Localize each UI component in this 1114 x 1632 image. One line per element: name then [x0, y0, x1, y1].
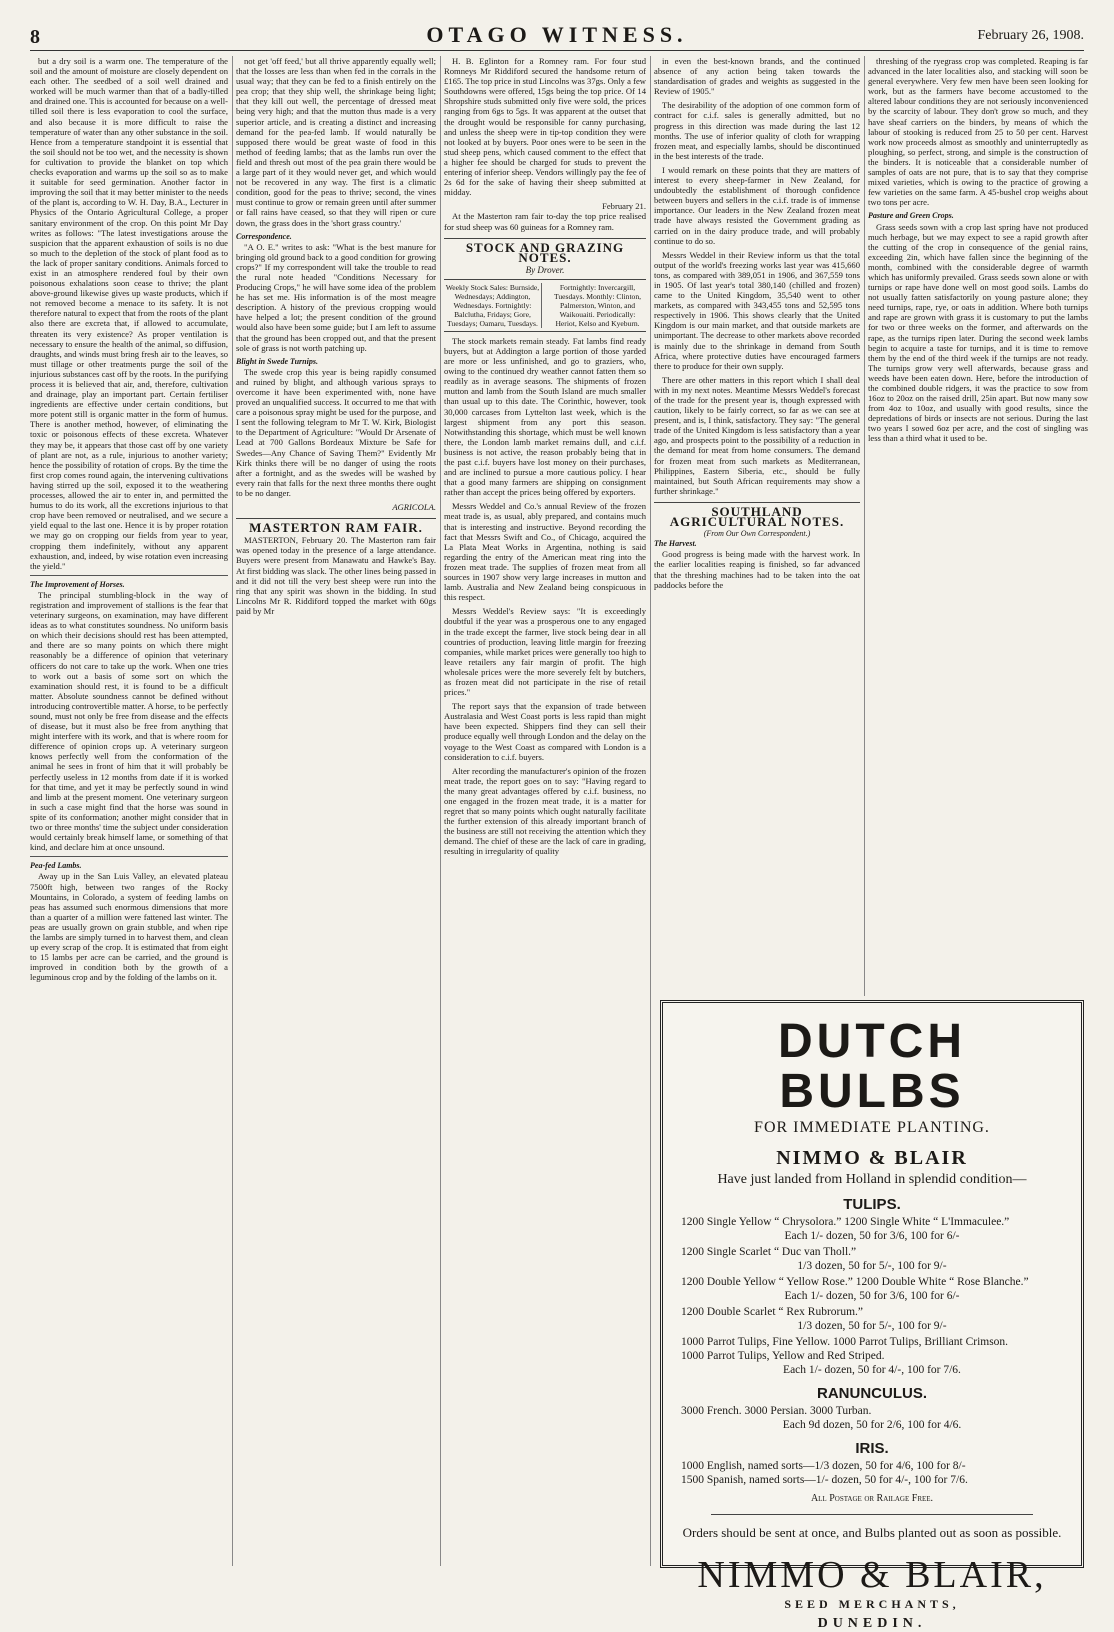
ad-subtitle: FOR IMMEDIATE PLANTING. [754, 1119, 990, 1136]
article-paragraph: The principal stumbling-block in the way of registration and improvement of stallions is the fear that veterinary surgeons, on examination, may have different ideas as to what constitutes soundness. No uniform basis on which their decisions should rest has been attempted, and there are so many points on which there might reasonably be a difference of opinion that veterinary officers do not care to take up the work. When one tries to work out a basis of some sort on which the examination should rest, it is found to be a difficult matter. Absolute soundness cannot be defined without introducing controvertible matter. A horse, to be perfectly sound, must not only be free from disease and the effects of disease, but it must also be free from anything that might interfere with its work, and that is where room for difference of opinion crops up. A veterinary surgeon knows perfectly well from the conformation of the animal he sees in front of him that it will probably be perfectly useless in 12 months from date if it is worked for that time, and yet it may be perfectly sound in wind and limb at the present moment. One veterinary surgeon in such a case might find that the horse was sound in spite of its conformation; another might consider that in two or three months' time the subject under consideration would certainly break himself lame, or something of that kind, and declare him at once unsound. [30, 589, 228, 853]
ad-item-name: 1000 Parrot Tulips, Yellow and Red Striped. [681, 1350, 885, 1362]
article-paragraph: The stock markets remain steady. Fat lambs find ready buyers, but at Addington a large portion of those yarded are more or less unfinished, and go to graziers, who, owing to the continued dry weather cannot fatten them so readily as in average seasons. The shipments of frozen mutton and lamb from the South Island are much smaller than usual up to this date. The Corinthic, however, took 30,000 carcases from Lyttelton last week, which is the largest shipment from any port this season. Notwithstanding this shortage, which must be well known there, the London lamb market remains dull, and c.i.f. business is not active, the reason probably being that in the past c.i.f. buyers have lost money on their purchases, and are inclined to pursue a more cautious policy. I hear that a good many farmers are shipping on consignment rather than accept the prices being offered by exporters. [444, 335, 646, 498]
ad-section-heading: IRIS. [855, 1440, 889, 1457]
ad-item-name: 1000 English, named sorts—1/3 dozen, 50 for 4/6, 100 for 8/- [681, 1460, 966, 1472]
article-paragraph: but a dry soil is a warm one. The temperature of the soil and the amount of moisture are closely dependent on each other. The seedbed of a soil well drained and worked will be much warmer than that of a badly-tilled and drained one. This is accounted for because on a well-tilled soil there is less evaporation to cool the surface, and also because it is more difficult to raise the temperature of water than any other substance in the soil. Hence from a temperature standpoint it is essential that the soil should not be too wet, and the necessity is shown for cultivation to provide the blanket on top which checks evaporation and warms up the soil so as to make it suitable for seed germination. Another factor in improving the soil that it may better minister to the needs of the plant is, according to W. H. Day, B.A., Lecturer in Physics of the Ontario Agricultural College, a proper sanitary environment of the crop. On this point Mr Day writes as follows: "The latest investigations arouse the suspicion that the apparent exhaustion of soils is no due so much to the depletion of the stock of plant food as to the lack of proper sanitary conditions. Animals forced to exist in an atmosphere rendered foul by their own poisonous exhalations soon cease to thrive; the plant above-ground likewise gives up waste products, which if not removed become a menace to its safety. It is not therefore natural to expect that from the roots of the plant also there are excreta that, if allowed to accumulate, threaten its very existence? As proper ventilation is necessary to ensure the health of the animal, so diffusion, draughts, and winds must bring fresh air to the leaves, so must tillage or other treatments purge the soil of the injurious substances cast off by the roots. In the purifying process it is believed that air, and, therefore, cultivation and drainage, play an important part. Certain fertiliser ingredients are effective under certain conditions, but more potent still is organic matter in the form of humus. There is another method, however, of eliminating the toxic or poisonous effects of these excreta. Whatever they may be, it appears that those cast off by one variety of plant are not, as a rule, injurious to another variety; hence the possibility of rotation of crops. By the time the first crop comes round again, the intervening cultivations having stirred up the soil, exposed it to the weathering processes, allowed the air to enter in, and permitted the humus to do its work, all the excretions injurious to that crop have been removed or neutralised, and we secure a yield equal to the last one. Hence it is by proper rotation we may go on cropping our fields from year to year, cropping them indefinitely, without any apparent exhaustion, and, indeed, by wise rotation even increasing the yield." [30, 56, 228, 571]
side-heading: The Harvest. [654, 539, 697, 549]
ad-item-name: 3000 French. 3000 Persian. 3000 Turban. [681, 1405, 872, 1417]
byline: By Drover. [525, 264, 565, 275]
column-divider [440, 56, 441, 1566]
column-divider [650, 56, 651, 1566]
ad-item-price: Each 9d dozen, 50 for 2/6, 100 for 4/6. [782, 1419, 962, 1431]
ad-item-name: 1200 Double Scarlet “ Rex Rubrorum.” [681, 1306, 864, 1318]
article-paragraph: Messrs Weddel in their Review inform us that the total output of the world's freezing works last year was 415,660 tons, as compared with 389,051 in 1906, and 367,559 tons in 1905. Of last year's total 380,140 (chilled and frozen) came to the United Kingdom, 35,540 went to other markets, as compared with 343,455 tons and 52,595 tons respectively in 1906. This shows clearly that the United Kingdom is our main market, and that outside markets are unimportant. The decrease to other markets above recorded is mainly due to the shrinkage in demand from South Africa, where protective duties have encouraged farmers there to produce for their own supply. [654, 249, 860, 371]
ad-item-price: 1/3 dozen, 50 for 5/-, 100 for 9/- [797, 1320, 947, 1332]
ad-divider [711, 1514, 1033, 1515]
ad-firm-name: NIMMO & BLAIR [776, 1147, 968, 1169]
ad-title: DUTCH BULBS [778, 1015, 966, 1118]
ad-section-heading: RANUNCULUS. [817, 1385, 927, 1402]
ad-orders-note: Orders should be sent at once, and Bulbs planted out as soon as possible. [682, 1525, 1062, 1540]
ad-item-price: Each 1/- dozen, 50 for 4/-, 100 for 7/6. [783, 1364, 961, 1376]
ad-signature: NIMMO & BLAIR, [697, 1554, 1047, 1596]
signoff: AGRICOLA. [392, 502, 436, 513]
column-3 [444, 56, 646, 1566]
column-divider [232, 56, 233, 1566]
column-5 [868, 56, 1088, 996]
article-paragraph: Grass seeds sown with a crop last spring have not produced much herbage, but we may expect to see a rapid growth after the cutting of the crop in consequence of the genial rains, exceeding 2in, which have fallen since the beginning of the month, combined with the considerable degree of warmth which has uniformly prevailed. Grass seeds sown alone or with turnips or rape have done well on most good soils. Lambs do not usually fatten satisfactorily on young pasture alone; they need turnips, rape, rye, or oats in addition. Where both turnips and rape are grown with grass it is customary to put the lambs for two or three weeks on the former, and afterwards on the rape, as the turnips ripen later. During the second week lambs begin to acquire a taste for turnips, and it is time to remove them by the end of the third week if the turnips are not ready. The turnips grow very well afterwards, because grass and weeds have been eaten down. Here, before the introduction of the combined double ridgers, it was the practice to sow from 16oz to 20oz on the raised drill, 25in apart. But now many sow from 4oz to 10oz, and usually with good results, since the depredations of birds or insects are not serious. During the last two years I sowed 6oz per acre, and the cost of singling was less than a third what it used to be. [868, 221, 1088, 444]
ad-intro: Have just landed from Holland in splendid condition— [717, 1172, 1027, 1187]
side-heading: Blight in Swede Turnips. [236, 356, 318, 366]
article-paragraph: Good progress is being made with the harvest work. In the earlier localities reaping is finished, so far advanced that the threshing machines had to be taken into the oat paddocks before the [654, 549, 860, 590]
stock-sales-table [444, 279, 646, 332]
ad-item [681, 1275, 1063, 1303]
ad-section-heading: TULIPS. [843, 1196, 901, 1213]
article-paragraph: H. B. Eglinton for a Romney ram. For four stud Romneys Mr Riddiford secured the handsome return of £165. The top price in stud Lincolns was 37gs. Only a few Southdowns were offered, 15gs being the top price. Of 14 Shropshire studs submitted only five were sold, the prices ranging from 6gs to 5gs. It was apparent at the outset that the drought would be responsible for canny purchasing, and unless the sheep were in tip-top condition they were not looked at by buyers. Poor ones were to be seen in the stud sheep pens, which caused comment to the effect that a higher fee should be charged for studs to prevent the entering of inferior sheep. Vendors willingly pay the fee of 2s 6d for the sake of having their sheep submitted at midday. [444, 56, 646, 198]
section-heading: SOUTHLAND AGRICULTURAL NOTES. [654, 502, 860, 527]
article-paragraph: Messrs Weddel's Review says: "It is exceedingly doubtful if the year was a prosperous one to any engaged in the trade except the farmer, live stock being dear in all countries of production, leaving little margin for freezing companies, while market prices were generally too high to leave retailers any fair margin of profit. The high wholesale prices were the more severely felt by butchers, as frozen meat did not participate in the rise of retail prices." [444, 606, 646, 698]
article-paragraph: Messrs Weddel and Co.'s annual Review of the frozen meat trade is, as usual, ably prepared, and contains much that is interesting and instructive. Beyond recording the fact that Messrs Swift and Co., of Chicago, acquired the La Plata Meat Works in Argentina, nothing is said regarding the entry of the American meat ring into the frozen meat trade. The supplies of frozen meat from all sources in 1907 show very large increases in mutton and lamb. Australia and New Zealand being conspicuous in this respect. [444, 501, 646, 603]
column-divider [864, 56, 865, 996]
side-heading: Correspondence. [236, 231, 292, 241]
stock-sales-left: Weekly Stock Sales: Burnside, Wednesdays; Addington, Wednesdays. Fortnightly: Balclutha, Fridays; Gore, Tuesdays; Oamaru, Tuesdays. [444, 283, 542, 328]
article-paragraph: Away up in the San Luis Valley, an elevated plateau 7500ft high, between two ranges of the Rocky Mountains, in Colorado, a system of feeding lambs on peas has assumed such enormous dimensions that more than a quarter of a million were fattened last winter. The peas are usually grown on grain stubble, and when ripe the lambs are simply turned in to harvest them, and clean up every scrap of the crop. It is estimated that from eight to 15 lambs per acre can be carried, and the ground is improved in condition both by the growth of a leguminous crop and by the folding of the lambs on it. [30, 871, 228, 983]
article-paragraph: MASTERTON, February 20. The Masterton ram fair was opened today in the presence of a large attendance. Buyers were present from Manawatu and Hawke's Bay. At first bidding was slack. The other lines being passed in and it did not till the very best sheep were run into the ring that any spirit was shown in the bidding. In stud Lincolns Mr R. Riddiford topped the market with 60gs paid by Mr [236, 535, 436, 616]
side-heading: Pasture and Green Crops. [868, 211, 954, 221]
ad-item-price: Each 1/- dozen, 50 for 3/6, 100 for 6/- [784, 1290, 960, 1302]
article-paragraph: There are other matters in this report which I shall deal with in my next notes. Meantime Messrs Weddel's forecast of the trade for the present year is, though expressed with caution, likely to be fairly correct, so far as we can see at present, and is, I think, satisfactory. They say: "The general trade of the United Kingdom is less satisfactory than a year ago, and prospects point to the possibility of a reduction in the demand for meat from home consumers. The demand for frozen meat from such markets as Mediterranean, Philippines, Eastern Siberia, etc., should be fully maintained, but South African requirements may show a further shrinkage." [654, 374, 860, 496]
article-paragraph: The desirability of the adoption of one common form of contract for c.i.f. sales is generally admitted, but no progress in this direction was made during the last 12 months. The use of inferior quality of cloth for wrapping frozen meat, and especially lambs, should be discontinued in the best interests of the trade. [654, 100, 860, 161]
masthead [30, 22, 1084, 51]
article-paragraph: threshing of the ryegrass crop was completed. Reaping is far advanced in the later localities also, and stacking will soon be general everywhere. Very few men have been seen looking for work, but as the farmers have become accustomed to the altered labour conditions they are not seriously inconvenienced by the scarcity of labour. They don't grow so much, and they have sheaf carriers on the binders, by means of which the labour of stooking is reduced from 25 to 50 per cent. Harvest work now proceeds almost as smoothly and uninterruptedly as ploughing, so perfect, strong, and simple is the construction of the binders. It is noticeable that a considerable number of samples of oats are not pure, that is to say that they comprise mixed varieties, which is owing to the practice of growing a few varieties on the same farm. A 45-bushel crop weighs about two tons per acre. [868, 56, 1088, 208]
ad-city: DUNEDIN. [817, 1616, 927, 1631]
advertisement-dutch-bulbs [660, 1000, 1084, 1631]
stock-sales-right: Fortnightly: Invercargill, Tuesdays. Monthly: Clinton, Palmerston, Winton, and Waikouaiti. Periodically: Heriot, Kelso and Kyeburn. [553, 282, 642, 328]
article-paragraph: At the Masterton ram fair to-day the top price realised for stud sheep was 60 guineas for a Romney ram. [444, 211, 646, 232]
newspaper-title: OTAGO WITNESS. [426, 22, 688, 47]
ad-item-price: Each 1/- dozen, 50 for 3/6, 100 for 6/- [784, 1230, 960, 1242]
ad-item [681, 1459, 1063, 1487]
issue-date: February 26, 1908. [977, 28, 1084, 43]
ad-item-name: 1200 Single Scarlet “ Duc van Tholl.” [681, 1246, 857, 1258]
column-4 [654, 56, 860, 996]
dateline: February 21. [602, 201, 646, 212]
ad-trade: SEED MERCHANTS, [784, 1597, 960, 1611]
ad-item-name: 1200 Double Yellow “ Yellow Rose.” 1200 Double White “ Rose Blanche.” [681, 1276, 1029, 1288]
column-1 [30, 56, 228, 1566]
ad-item-name: 1500 Spanish, named sorts—1/- dozen, 50 for 4/-, 100 for 7/6. [681, 1474, 968, 1486]
article-paragraph: "A O. E." writes to ask: "What is the best manure for bringing old ground back to a good condition for growing crops?" If my correspondent will take the trouble to read the rural note headed "Conditions Necessary for Producing Crops," he will have some idea of the problem he has set me. His information is of the most meagre description. A history of the previous cropping would have helped a lot; the present condition of the ground would also have been some guide; but I am left to assume that the ground has been cropped out, and that the present sole of grass is not worth patching up. [236, 241, 436, 353]
ad-item-name: 1000 Parrot Tulips, Fine Yellow. 1000 Parrot Tulips, Brilliant Crimson. [681, 1336, 1009, 1348]
article-paragraph: The report says that the expansion of trade between Australasia and West Coast ports is less rapid than might have been expected. Shippers find they can sell their produce equally well through London and the delay on the voyage to the West Coast as compared with London is a consideration to c.i.f. buyers. [444, 701, 646, 762]
section-heading: STOCK AND GRAZING NOTES. [444, 238, 646, 263]
separator [30, 856, 228, 857]
side-heading: The Improvement of Horses. [30, 579, 125, 589]
ad-item [681, 1305, 1063, 1333]
article-paragraph: in even the best-known brands, and the continued absence of any action being taken towards the standardisation of grades and weights as suggested in the Review of 1905." [654, 56, 860, 97]
article-paragraph: The swede crop this year is being rapidly consumed and ruined by blight, and although various sprays to overcome it have been experimented with, none have proved an unqualified success. It occurred to me that with care a poisonous spray might be used for the purpose, and I sent the following telegram to Mr T. W. Kirk, Biologist to the Department of Agriculture: "Would Dr Arsenate of Lead at 700 Gallons Bordeaux Mixture be Safe for Swedes—Any Chance of Saving Them?" Evidently Mr Kirk thinks there will be no danger of using the roots after a fortnight, and as the swedes will be washed by every rain that falls for the next three months there ought to be no danger. [236, 366, 436, 498]
ad-item [681, 1245, 1063, 1273]
ad-item-price: 1/3 dozen, 50 for 5/-, 100 for 9/- [797, 1260, 947, 1272]
correspondent-line: (From Our Own Correspondent.) [703, 529, 811, 539]
separator [30, 575, 228, 576]
column-2 [236, 56, 436, 1566]
ad-postage-note: All Postage or Railage Free. [810, 1493, 934, 1504]
ad-item-name: 1200 Single Yellow “ Chrysolora.” 1200 Single White “ L'Immaculee.” [681, 1216, 1010, 1228]
section-heading: MASTERTON RAM FAIR. [236, 518, 436, 533]
article-paragraph: not get 'off feed,' but all thrive apparently equally well; that the losses are less than when fed in the corrals in the usual way; that they can be fed to a finish entirely on the pea crop; that they ship well, the shrinkage being light; that they kill out well, the percentage of dressed meat being very high; and that the mutton thus made is a very superior article, and is creating a distinct and increasing demand for the pea-fed lamb. If would naturally be supposed there would be great waste of food in this method of feeding lambs; that as the lambs run over the field and thresh out most of the pea grain there would be a large part of it they would never get, and which would not be recovered in any way. The first is a climatic condition, good for the peas to thrive; second, the vines must continue to grow or remain green until after summer or fall rains have ceased, so that they will ripen or cure down, the grass does in the 'short grass country.' [236, 56, 436, 228]
page-number: 8 [30, 26, 40, 48]
article-paragraph: I would remark on these points that they are matters of interest to every sheep-farmer in New Zealand, for undoubtedly the establishment of thorough confidence between buyers and sellers in the c.i.f. trade is of immense importance. Our leaders in the New Zealand frozen meat trade have always resisted the Government grading as carried on in the dairy produce trade, and will probably continue to do so. [654, 164, 860, 246]
side-heading: Pea-fed Lambs. [30, 861, 82, 871]
article-paragraph: Alter recording the manufacturer's opinion of the frozen meat trade, the report goes on to say: "Having regard to the many great advantages offered by c.i.f. business, no one engaged in the frozen meat trade, it is a matter for regret that so many points which ought naturally facilitate the further extension of this already important branch of the business are still not receiving the attention which they demand. The chief of these are the lack of care in grading, resulting in irregularity of quality [444, 765, 646, 857]
ad-item [681, 1335, 1063, 1377]
ad-item [681, 1404, 1063, 1432]
ad-item [681, 1215, 1063, 1243]
